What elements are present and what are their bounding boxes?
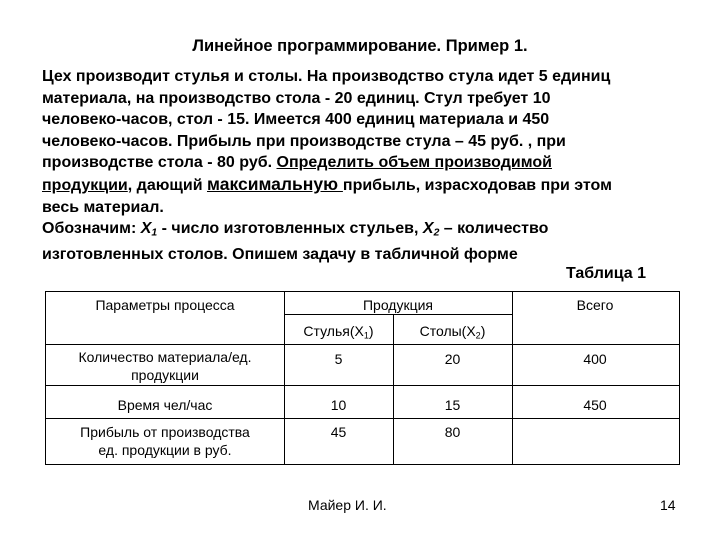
text-line-5 <box>42 152 682 174</box>
header-tables-index: 2 <box>475 330 481 341</box>
problem-text <box>42 66 682 266</box>
row-time-total: 450 <box>583 397 607 413</box>
table-divider-v2 <box>512 292 513 464</box>
text-line-8-end: – количество <box>439 220 549 238</box>
row-material-total: 400 <box>583 351 607 367</box>
header-product: Продукция <box>362 297 434 313</box>
text-line-4: человеко-часов. Прибыль при производстве стула – 45 руб. , при <box>42 132 566 150</box>
var-x2 <box>423 220 439 237</box>
maximal-underlined: максимальную <box>207 173 343 194</box>
text-line-8-mid: - число изготовленных стульев, <box>157 220 423 238</box>
var-x1 <box>141 220 157 237</box>
header-chairs-index: 1 <box>363 330 369 341</box>
var-x2-index: 2 <box>433 227 440 239</box>
row-time-label: Время чел/час <box>117 397 213 413</box>
header-total: Всего <box>576 297 614 313</box>
table-caption: Таблица 1 <box>565 265 646 282</box>
table-divider-h3 <box>46 418 679 419</box>
var-x1-letter: X <box>140 220 152 238</box>
text-line-3: человеко-часов, стол - 15. Имеется 400 единиц материала и 450 <box>42 111 550 129</box>
header-tables-paren: ) <box>480 323 486 339</box>
row-profit-tables: 80 <box>444 424 461 440</box>
task-underlined-2: продукции <box>42 176 128 194</box>
text-line-5-start: производстве стола - 80 руб. <box>42 154 277 172</box>
var-x2-letter: X <box>422 220 434 238</box>
slide-title: Линейное программирование. Пример 1. <box>192 37 528 55</box>
text-line-1: Цех производит стулья и столы. На производство стула идет 5 единиц <box>42 68 611 85</box>
header-tables-text: Столы(X <box>419 323 476 339</box>
text-line-6-mid: , дающий <box>127 176 207 194</box>
text-line-2: материала, на производство стола - 20 единиц. Стул требует 10 <box>42 89 551 107</box>
text-line-6-end: прибыль, израсходовав при этом <box>342 176 612 194</box>
row-material-label-l2: продукции <box>131 367 199 383</box>
task-underlined-1: Определить объем производимой <box>276 154 552 172</box>
text-line-6 <box>42 174 682 197</box>
data-table <box>45 291 680 465</box>
row-material-label <box>46 348 284 384</box>
header-tables <box>393 322 512 344</box>
text-line-8-start: Обозначим: <box>42 220 141 238</box>
header-params: Параметры процесса <box>95 297 235 313</box>
row-material-label-l1: Количество материала/ед. <box>78 349 252 365</box>
table-divider-h0 <box>284 314 512 315</box>
row-profit-chairs: 45 <box>330 424 347 440</box>
header-chairs-paren: ) <box>368 323 374 339</box>
row-material-tables: 20 <box>444 351 461 367</box>
row-time-tables: 15 <box>444 397 461 413</box>
row-material-chairs: 5 <box>334 351 343 367</box>
text-line-7: весь материал. <box>42 198 164 216</box>
row-profit-label-l2: ед. продукции в руб. <box>98 442 232 458</box>
row-profit-label-l1: Прибыль от производства <box>80 424 250 440</box>
footer-author: Майер И. И. <box>308 497 387 513</box>
text-line-9: изготовленных столов. Опишем задачу в табличной форме <box>42 246 518 264</box>
header-chairs-text: Стулья(X <box>303 323 364 339</box>
row-profit-label <box>46 423 284 459</box>
table-divider-h2 <box>46 385 679 386</box>
page-number: 14 <box>660 497 676 513</box>
header-chairs <box>284 322 393 344</box>
var-x1-index: 1 <box>151 227 158 239</box>
row-time-chairs: 10 <box>330 397 347 413</box>
text-line-8 <box>42 218 682 244</box>
